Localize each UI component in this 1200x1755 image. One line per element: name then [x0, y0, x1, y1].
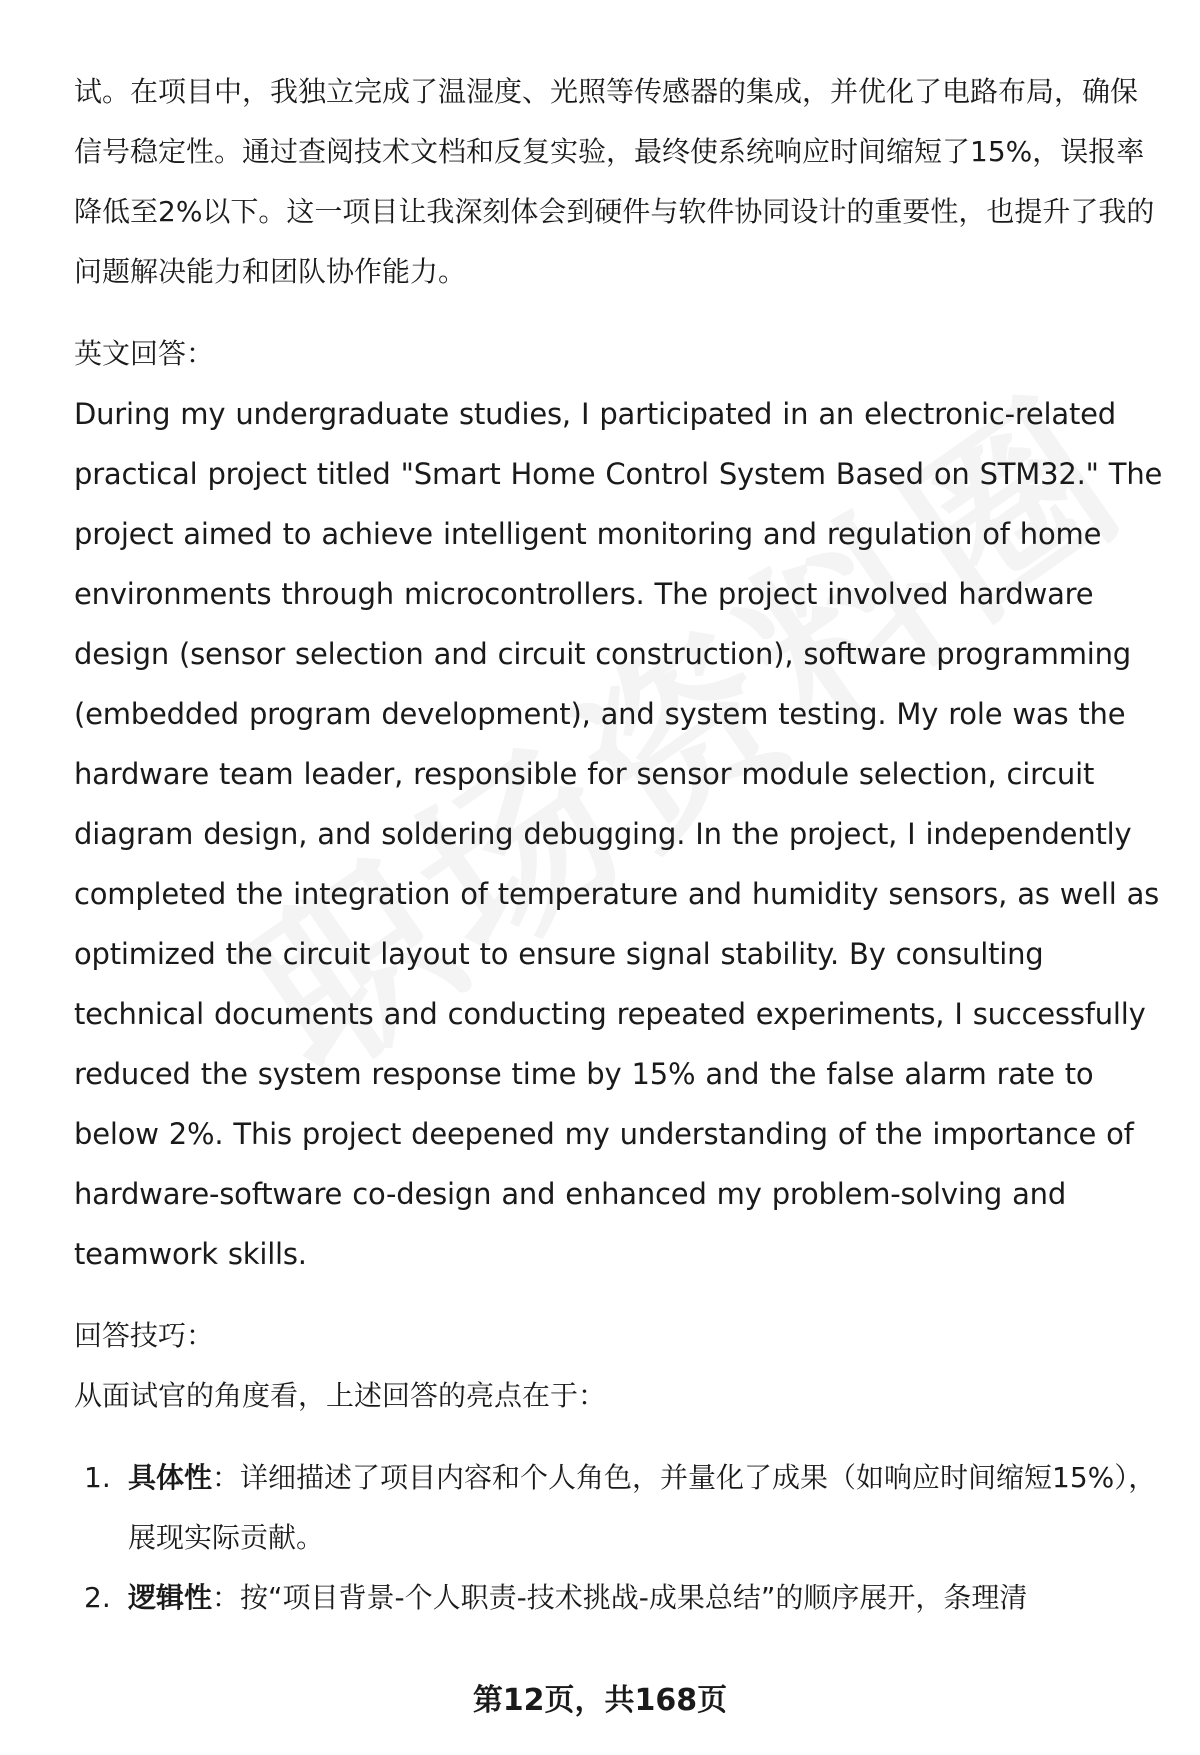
list-item	[74, 1448, 1164, 1568]
english-answer-heading: 英文回答：	[74, 337, 215, 370]
list-item-term: 具体性	[128, 1461, 213, 1494]
list-item-term: 逻辑性	[128, 1581, 213, 1614]
list-item-number: 2.	[84, 1581, 111, 1614]
chinese-answer-continued: 试。在项目中，我独立完成了温湿度、光照等传感器的集成，并优化了电路布局，确保信号稳定性。通过查阅技术文档和反复实验，最终使系统响应时间缩短了15%，误报率降低至2%以下。这一项目让我深刻体会到硬件与软件协同设计的重要性，也提升了我的问题解决能力和团队协作能力。	[74, 75, 1155, 288]
list-item	[74, 1568, 1164, 1628]
page-content	[74, 62, 1164, 1628]
tips-heading: 回答技巧：	[74, 1319, 215, 1352]
page-footer: 第12页，共168页	[472, 1683, 728, 1718]
english-answer-paragraph: During my undergraduate studies, I participated in an electronic-related practical project titled "Smart Home Control System Based on STM32." The project aimed to achieve intelligent monitoring and regulation of home environments through microcontrollers. The project involved hardware design (sensor selection and circuit construction), software programming (embedded program development), and system testing. My role was the hardware team leader, responsible for sensor module selection, circuit diagram design, and soldering debugging. In the project, I independently completed the integration of temperature and humidity sensors, as well as optimized the circuit layout to ensure signal stability. By consulting technical documents and conducting repeated experiments, I successfully reduced the system response time by 15% and the false alarm rate to below 2%. This project deepened my understanding of the importance of hardware-software co-design and enhanced my problem-solving and teamwork skills.	[74, 397, 1163, 1271]
tips-intro: 从面试官的角度看，上述回答的亮点在于：	[74, 1379, 607, 1412]
list-item-text: ：按“项目背景-个人职责-技术挑战-成果总结”的顺序展开，条理清	[212, 1581, 1028, 1614]
tips-list	[74, 1448, 1164, 1628]
list-item-number: 1.	[84, 1461, 111, 1494]
list-item-text: ：详细描述了项目内容和个人角色，并量化了成果（如响应时间缩短15%），展现实际贡献。	[128, 1461, 1157, 1554]
